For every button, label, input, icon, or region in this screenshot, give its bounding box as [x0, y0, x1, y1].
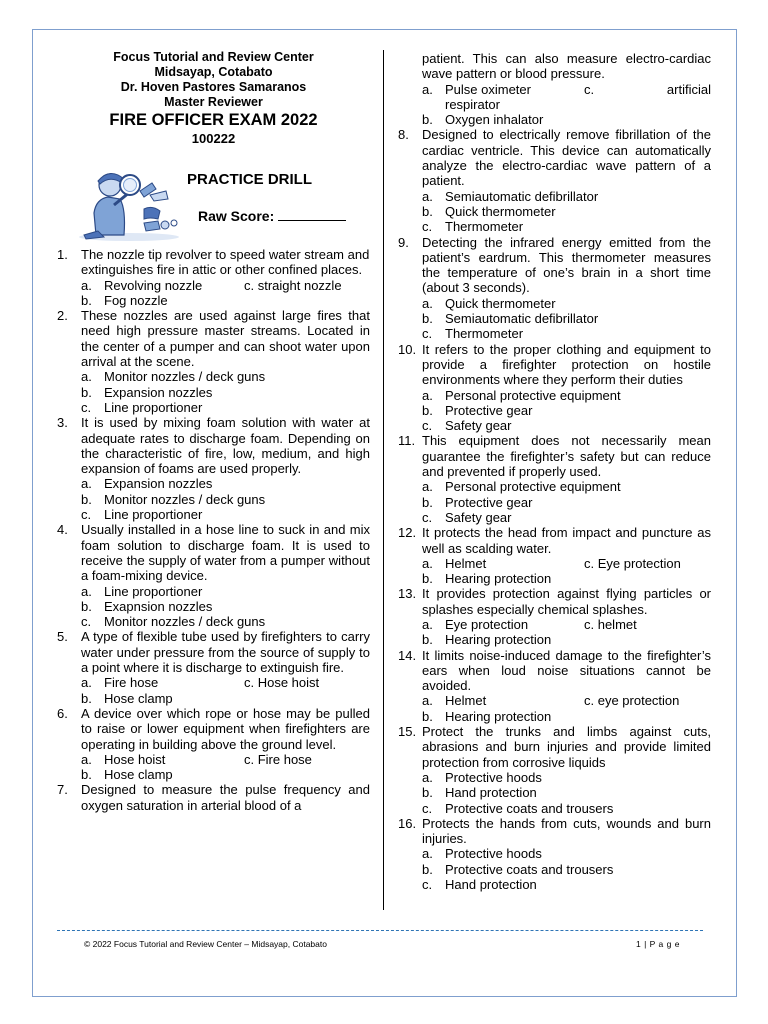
question-text: It protects the head from impact and puncture as well as scalding water. [422, 525, 711, 556]
question-text: It is used by mixing foam solution with water at adequate rates to discharge foam. Depending on the characteristic of fire, low, medium, and high expansion of foams are used properly. [81, 415, 370, 477]
question-item [398, 816, 711, 847]
question-number: 8. [398, 127, 409, 143]
option-row [422, 617, 711, 632]
document-header [57, 50, 370, 147]
option-letter: a. [81, 476, 92, 492]
option-text: Protective coats and trousers [445, 800, 614, 816]
option-text: Revolving nozzle [104, 277, 203, 293]
option-letter: a. [81, 751, 92, 767]
option-letter: c. [422, 219, 433, 235]
option-row [81, 584, 370, 599]
question-text-continued: patient. This can also measure electro-cardiac wave pattern or blood pressure. [422, 51, 711, 82]
option-row [422, 862, 711, 877]
question-number: 5. [57, 629, 68, 645]
option-text: Hose clamp [104, 767, 173, 783]
question-item [57, 629, 370, 675]
option-row [422, 571, 711, 586]
question-text: Usually installed in a hose line to suck in and mix foam solution to discharge foam. It is used to receive the supply of water from a pumper without a foam-mixing device. [81, 522, 370, 584]
reviewer-name: Dr. Hoven Pastores Samaranos [120, 80, 307, 94]
option-text: Oxygen inhalator [445, 112, 544, 128]
option-text: c. eye protection [584, 693, 680, 709]
option-text: Personal protective equipment [445, 387, 621, 403]
question-text: A device over which rope or hose may be pulled to raise or lower equipment when firefighters are operating in building above the ground level. [81, 705, 370, 752]
question-item [57, 522, 370, 583]
question-item [398, 235, 711, 296]
question-number: 6. [57, 705, 68, 721]
drill-title: PRACTICE DRILL [187, 171, 312, 188]
option-text: Protective hoods [445, 769, 542, 785]
option-text: Expansion nozzles [104, 384, 213, 400]
reviewer-role: Master Reviewer [164, 95, 263, 109]
question-text: Protects the hands from cuts, wounds and burn injuries. [422, 815, 711, 847]
option-letter: c. [584, 81, 595, 97]
option-letter: b. [81, 384, 92, 400]
question-text: It limits noise-induced damage to the firefighter’s ears when loud noise situations cannot be avoided. [422, 647, 711, 694]
question-item [398, 342, 711, 388]
option-letter: a. [422, 846, 433, 862]
option-row [422, 693, 711, 708]
option-text: Semiautomatic defibrillator [445, 311, 599, 327]
question-text: It provides protection against flying particles or splashes especially chemical splashes. [422, 586, 711, 617]
option-letter: b. [422, 494, 433, 510]
option-letter: b. [422, 708, 433, 724]
option-text: Helmet [445, 693, 487, 709]
option-text: Hearing protection [445, 708, 552, 724]
question-list-left [57, 247, 370, 813]
question-number: 1. [57, 247, 68, 262]
option-text: Monitor nozzles / deck guns [104, 491, 266, 507]
option-text: c. straight nozzle [244, 277, 342, 293]
option-letter: b. [422, 571, 433, 587]
option-row [81, 476, 370, 491]
raw-score-blank[interactable] [278, 207, 346, 221]
option-letter: b. [81, 292, 92, 308]
column-divider [383, 50, 384, 910]
option-text: Pulse oximeter [445, 81, 531, 97]
option-letter: b. [422, 311, 433, 327]
option-text: Line proportioner [104, 399, 203, 415]
option-text: Helmet [445, 555, 487, 571]
question-number: 16. [398, 815, 417, 831]
option-letter: b. [422, 785, 433, 801]
option-row [422, 770, 711, 785]
option-row [81, 507, 370, 522]
option-text: Eye protection [445, 616, 529, 632]
question-item [57, 247, 370, 278]
option-row [422, 311, 711, 326]
option-text: Hand protection [445, 877, 537, 893]
option-letter: a. [422, 616, 433, 632]
question-number: 15. [398, 724, 417, 740]
option-letter: b. [422, 632, 433, 648]
option-row [422, 510, 711, 525]
option-letter: a. [422, 387, 433, 403]
option-row [81, 385, 370, 400]
option-row [422, 82, 711, 97]
question-text: A type of flexible tube used by firefighters to carry water under pressure from the source of supply to a point where it is discharge to extinguish fire. [81, 629, 370, 676]
option-text: c. Fire hose [244, 751, 312, 767]
raw-score [198, 207, 346, 224]
question-text: Protect the trunks and limbs against cuts, abrasions and burn injuries and provide limited protection from corrosive liquids [422, 724, 711, 770]
option-letter: a. [81, 675, 92, 691]
question-number: 12. [398, 525, 417, 541]
option-letter: b. [81, 690, 92, 706]
option-row [422, 801, 711, 816]
option-text: Hearing protection [445, 571, 552, 587]
option-row [81, 767, 370, 782]
option-letter: b. [422, 861, 433, 877]
option-text: Quick thermometer [445, 295, 556, 311]
exam-title: FIRE OFFICER EXAM 2022 [109, 111, 318, 129]
option-row [81, 614, 370, 629]
option-text: Line proportioner [104, 507, 203, 523]
option-row [81, 293, 370, 308]
question-text: Detecting the infrared energy emitted from the patient’s eardrum. This thermometer measures the temperature of one’s brain in a short time (about 3 seconds). [422, 234, 711, 296]
option-row [422, 479, 711, 494]
option-text: Hose hoist [104, 751, 166, 767]
option-letter: c. [422, 877, 433, 893]
question-item [398, 724, 711, 770]
option-letter: b. [422, 203, 433, 219]
exam-code: 100222 [191, 131, 236, 146]
option-row [422, 632, 711, 647]
option-text: Thermometer [445, 326, 524, 342]
option-row [81, 675, 370, 690]
option-row [422, 785, 711, 800]
question-number: 11. [398, 433, 416, 449]
question-text: Designed to measure the pulse frequency and oxygen saturation in arterial blood of a [81, 782, 370, 813]
option-row [422, 403, 711, 418]
option-text: c. Hose hoist [244, 675, 320, 691]
option-letter: c. [422, 326, 433, 342]
option-text: Hand protection [445, 785, 537, 801]
option-text: Protective gear [445, 402, 533, 418]
option-letter: b. [81, 598, 92, 614]
option-letter: c. [81, 614, 92, 630]
option-row [422, 877, 711, 892]
footer-copyright: © 2022 Focus Tutorial and Review Center – Midsayap, Cotabato [84, 939, 327, 949]
option-row [422, 189, 711, 204]
option-row [422, 219, 711, 234]
option-row [422, 296, 711, 311]
option-row [422, 556, 711, 571]
option-text: Fog nozzle [104, 292, 168, 308]
option-text: Exapnsion nozzles [104, 598, 213, 614]
question-text: The nozzle tip revolver to speed water stream and extinguishes fire in attic or other confined places. [81, 247, 370, 278]
option-text: Thermometer [445, 219, 524, 235]
right-column [398, 51, 711, 892]
option-row [81, 492, 370, 507]
question-number: 4. [57, 522, 68, 538]
option-row [81, 400, 370, 415]
question-item [398, 648, 711, 694]
option-letter: b. [422, 112, 433, 128]
option-letter: c. [81, 399, 92, 415]
option-row [422, 709, 711, 724]
question-item [398, 127, 711, 188]
option-text: Semiautomatic defibrillator [445, 188, 599, 204]
option-row [422, 112, 711, 127]
option-row [81, 691, 370, 706]
question-item [57, 706, 370, 752]
option-letter: c. [81, 507, 92, 523]
option-row-wrap [422, 97, 711, 112]
option-text: Protective coats and trousers [445, 861, 614, 877]
question-text: Designed to electrically remove fibrillation of the cardiac ventricle. This device can automatically analyze the electro-cardiac wave pattern of a patient. [422, 127, 711, 189]
question-number: 14. [398, 647, 417, 663]
option-text: Fire hose [104, 675, 159, 691]
option-letter: b. [81, 767, 92, 783]
option-letter: a. [422, 479, 433, 495]
option-text: Protective gear [445, 494, 533, 510]
option-text: respirator [445, 96, 500, 112]
option-text: Hose clamp [104, 690, 173, 706]
option-letter: a. [422, 555, 433, 571]
option-row [422, 388, 711, 403]
option-text: Safety gear [445, 418, 512, 434]
left-column [57, 50, 370, 813]
question-item [398, 525, 711, 556]
question-number: 13. [398, 586, 417, 602]
option-row [81, 278, 370, 293]
option-row [422, 495, 711, 510]
org-name: Focus Tutorial and Review Center [113, 50, 314, 64]
question-item [57, 415, 370, 476]
option-text: Expansion nozzles [104, 476, 213, 492]
option-text: Safety gear [445, 509, 512, 525]
option-letter: c. [422, 509, 433, 525]
question-item [398, 586, 711, 617]
option-letter: a. [422, 295, 433, 311]
option-row [422, 846, 711, 861]
option-row [81, 599, 370, 614]
option-letter: a. [81, 583, 92, 599]
org-location: Midsayap, Cotabato [154, 65, 273, 79]
question-item [398, 433, 711, 479]
option-text: c. helmet [584, 616, 637, 632]
question-item [57, 782, 370, 813]
option-text: artificial [666, 81, 711, 97]
question-number: 3. [57, 415, 68, 431]
option-letter: a. [81, 277, 92, 293]
question-text: These nozzles are used against large fires that need high pressure master streams. Located in the center of a pumper and can shoot water upon arrival at the scene. [81, 308, 370, 370]
option-text: Personal protective equipment [445, 479, 621, 495]
option-letter: a. [422, 769, 433, 785]
question-item [57, 308, 370, 369]
option-letter: a. [81, 369, 92, 385]
option-text: Protective hoods [445, 846, 542, 862]
option-row [422, 204, 711, 219]
question-number: 7. [57, 782, 68, 798]
raw-score-label: Raw Score: [198, 208, 275, 224]
option-text: Monitor nozzles / deck guns [104, 369, 266, 385]
option-row [422, 326, 711, 341]
option-row [81, 752, 370, 767]
question-text: It refers to the proper clothing and equipment to provide a firefighter protection on hostile environments where they perform their duties [422, 341, 711, 388]
footer-rule [57, 930, 703, 931]
practice-drill-block [57, 163, 370, 247]
option-letter: b. [422, 402, 433, 418]
option-row [81, 369, 370, 384]
question-list-right [398, 51, 711, 892]
option-text: c. Eye protection [584, 555, 681, 571]
option-letter: a. [422, 188, 433, 204]
option-letter: a. [422, 81, 433, 97]
detective-mascot-icon [74, 165, 184, 241]
question-number: 9. [398, 234, 409, 250]
option-letter: a. [422, 693, 433, 709]
footer-page-number: 1 | P a g e [636, 939, 680, 949]
option-text: Hearing protection [445, 632, 552, 648]
option-letter: c. [422, 418, 433, 434]
question-number: 10. [398, 341, 417, 357]
option-text: Line proportioner [104, 583, 203, 599]
question-text: This equipment does not necessarily mean guarantee the firefighter’s safety but can reduce and prevented if properly used. [422, 433, 711, 480]
question-number: 2. [57, 308, 68, 324]
option-letter: c. [422, 800, 433, 816]
option-text: Monitor nozzles / deck guns [104, 614, 266, 630]
option-text: Quick thermometer [445, 203, 556, 219]
option-row [422, 418, 711, 433]
option-letter: b. [81, 491, 92, 507]
